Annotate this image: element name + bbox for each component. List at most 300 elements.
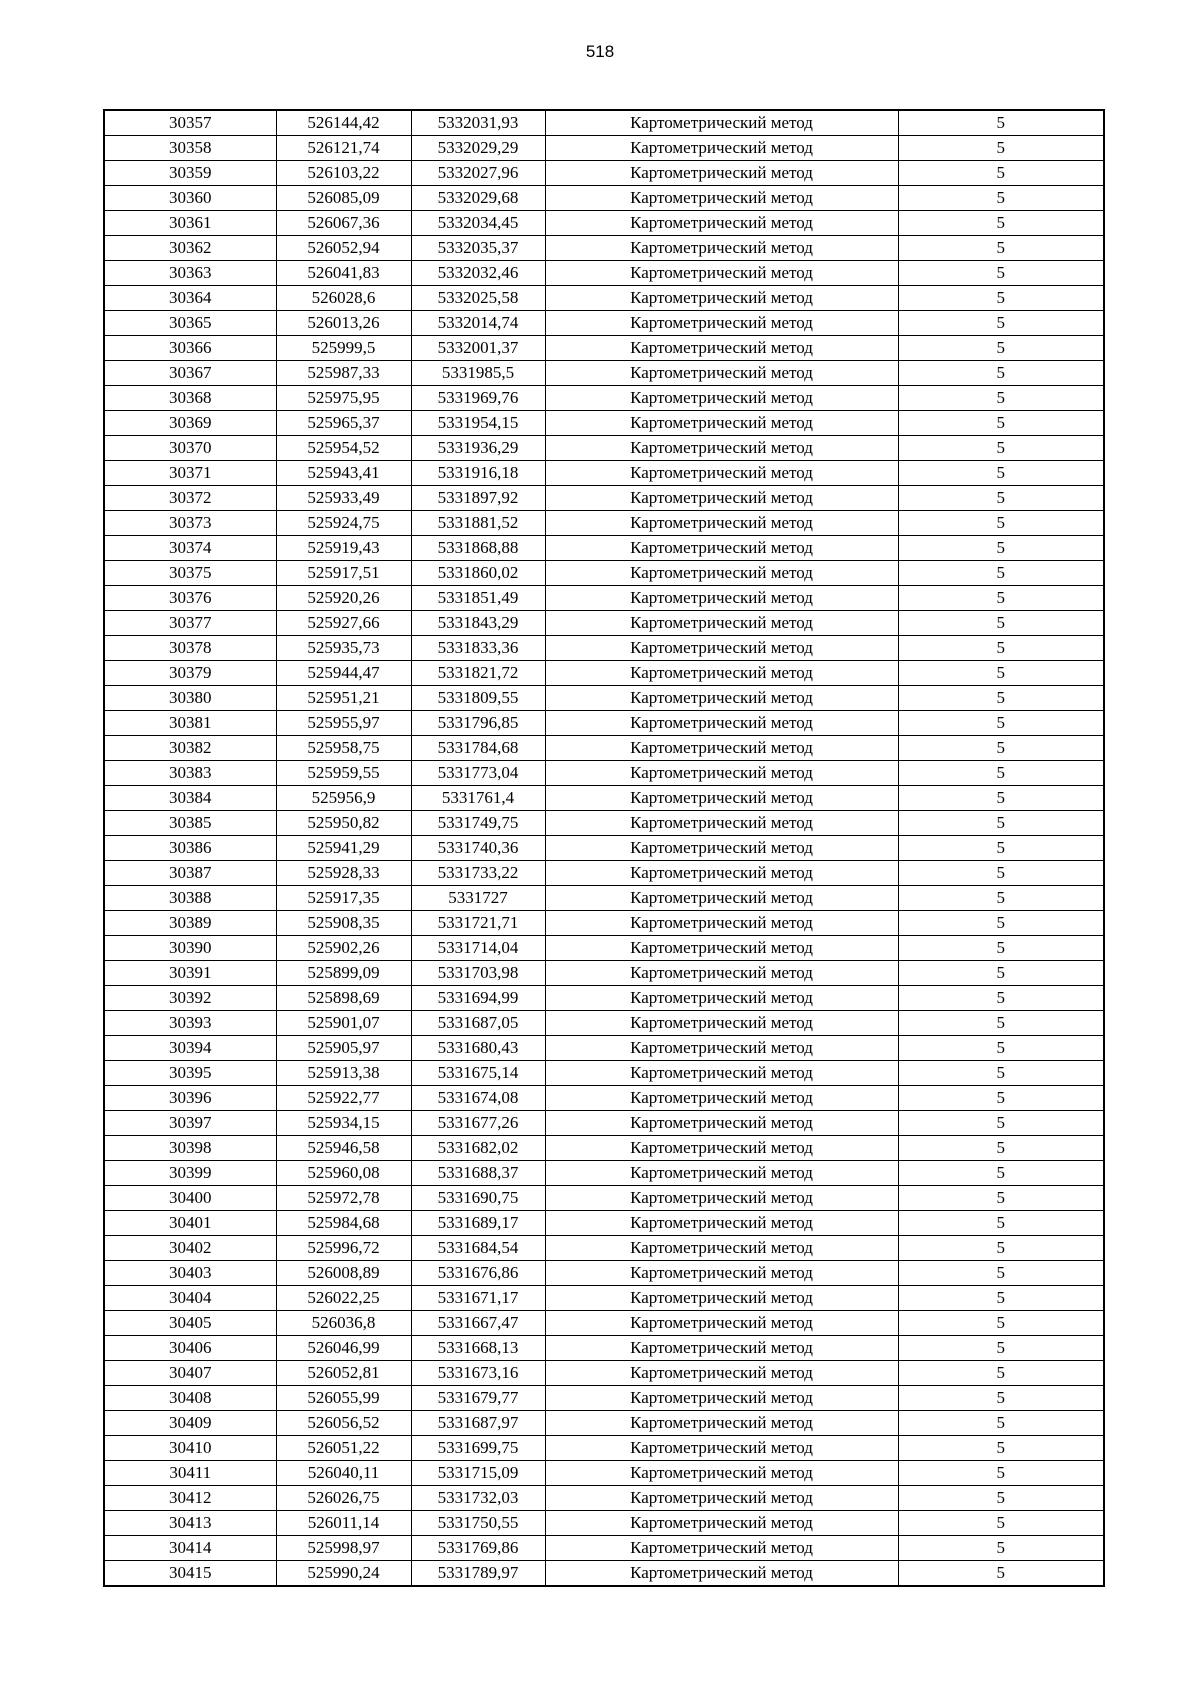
method-cell: Картометрический метод <box>545 861 898 886</box>
y-coordinate-cell: 5331954,15 <box>411 411 545 436</box>
point-number-cell: 30373 <box>104 511 276 536</box>
y-coordinate-cell: 5331667,47 <box>411 1311 545 1336</box>
x-coordinate-cell: 525959,55 <box>276 761 411 786</box>
accuracy-cell: 5 <box>898 811 1104 836</box>
point-number-cell: 30401 <box>104 1211 276 1236</box>
accuracy-cell: 5 <box>898 636 1104 661</box>
table-row <box>104 886 1104 911</box>
method-cell: Картометрический метод <box>545 1286 898 1311</box>
y-coordinate-cell: 5331699,75 <box>411 1436 545 1461</box>
x-coordinate-cell: 526144,42 <box>276 110 411 136</box>
method-cell: Картометрический метод <box>545 1211 898 1236</box>
table-row <box>104 986 1104 1011</box>
x-coordinate-cell: 525956,9 <box>276 786 411 811</box>
x-coordinate-cell: 525920,26 <box>276 586 411 611</box>
x-coordinate-cell: 526041,83 <box>276 261 411 286</box>
accuracy-cell: 5 <box>898 1311 1104 1336</box>
accuracy-cell: 5 <box>898 1436 1104 1461</box>
table-row <box>104 211 1104 236</box>
x-coordinate-cell: 526051,22 <box>276 1436 411 1461</box>
method-cell: Картометрический метод <box>545 586 898 611</box>
y-coordinate-cell: 5331687,97 <box>411 1411 545 1436</box>
y-coordinate-cell: 5331796,85 <box>411 711 545 736</box>
table-row <box>104 1186 1104 1211</box>
method-cell: Картометрический метод <box>545 836 898 861</box>
y-coordinate-cell: 5331897,92 <box>411 486 545 511</box>
accuracy-cell: 5 <box>898 261 1104 286</box>
y-coordinate-cell: 5331851,49 <box>411 586 545 611</box>
method-cell: Картометрический метод <box>545 1361 898 1386</box>
accuracy-cell: 5 <box>898 1386 1104 1411</box>
y-coordinate-cell: 5331668,13 <box>411 1336 545 1361</box>
x-coordinate-cell: 525917,35 <box>276 886 411 911</box>
table-row <box>104 1386 1104 1411</box>
method-cell: Картометрический метод <box>545 411 898 436</box>
y-coordinate-cell: 5331682,02 <box>411 1136 545 1161</box>
table-row <box>104 511 1104 536</box>
method-cell: Картометрический метод <box>545 611 898 636</box>
y-coordinate-cell: 5331689,17 <box>411 1211 545 1236</box>
table-row <box>104 161 1104 186</box>
x-coordinate-cell: 525960,08 <box>276 1161 411 1186</box>
table-row <box>104 136 1104 161</box>
coordinates-table-body <box>104 110 1104 1586</box>
point-number-cell: 30360 <box>104 186 276 211</box>
x-coordinate-cell: 525987,33 <box>276 361 411 386</box>
point-number-cell: 30403 <box>104 1261 276 1286</box>
table-row <box>104 286 1104 311</box>
point-number-cell: 30358 <box>104 136 276 161</box>
method-cell: Картометрический метод <box>545 336 898 361</box>
point-number-cell: 30405 <box>104 1311 276 1336</box>
table-row <box>104 961 1104 986</box>
accuracy-cell: 5 <box>898 286 1104 311</box>
method-cell: Картометрический метод <box>545 936 898 961</box>
accuracy-cell: 5 <box>898 186 1104 211</box>
point-number-cell: 30372 <box>104 486 276 511</box>
method-cell: Картометрический метод <box>545 736 898 761</box>
accuracy-cell: 5 <box>898 736 1104 761</box>
x-coordinate-cell: 526008,89 <box>276 1261 411 1286</box>
x-coordinate-cell: 526052,94 <box>276 236 411 261</box>
accuracy-cell: 5 <box>898 661 1104 686</box>
accuracy-cell: 5 <box>898 161 1104 186</box>
x-coordinate-cell: 526067,36 <box>276 211 411 236</box>
method-cell: Картометрический метод <box>545 636 898 661</box>
page-number: 518 <box>585 42 615 61</box>
y-coordinate-cell: 5331761,4 <box>411 786 545 811</box>
table-row <box>104 761 1104 786</box>
accuracy-cell: 5 <box>898 1461 1104 1486</box>
table-row <box>104 1411 1104 1436</box>
method-cell: Картометрический метод <box>545 761 898 786</box>
y-coordinate-cell: 5331789,97 <box>411 1561 545 1587</box>
y-coordinate-cell: 5331684,54 <box>411 1236 545 1261</box>
table-row <box>104 1561 1104 1587</box>
y-coordinate-cell: 5331687,05 <box>411 1011 545 1036</box>
table-row <box>104 1461 1104 1486</box>
table-row <box>104 561 1104 586</box>
x-coordinate-cell: 525943,41 <box>276 461 411 486</box>
point-number-cell: 30371 <box>104 461 276 486</box>
method-cell: Картометрический метод <box>545 811 898 836</box>
method-cell: Картометрический метод <box>545 436 898 461</box>
x-coordinate-cell: 525924,75 <box>276 511 411 536</box>
method-cell: Картометрический метод <box>545 311 898 336</box>
point-number-cell: 30390 <box>104 936 276 961</box>
point-number-cell: 30397 <box>104 1111 276 1136</box>
method-cell: Картометрический метод <box>545 1511 898 1536</box>
point-number-cell: 30384 <box>104 786 276 811</box>
point-number-cell: 30383 <box>104 761 276 786</box>
method-cell: Картометрический метод <box>545 1161 898 1186</box>
accuracy-cell: 5 <box>898 1361 1104 1386</box>
x-coordinate-cell: 526022,25 <box>276 1286 411 1311</box>
accuracy-cell: 5 <box>898 1036 1104 1061</box>
point-number-cell: 30411 <box>104 1461 276 1486</box>
x-coordinate-cell: 526040,11 <box>276 1461 411 1486</box>
y-coordinate-cell: 5331740,36 <box>411 836 545 861</box>
table-row <box>104 1536 1104 1561</box>
accuracy-cell: 5 <box>898 1161 1104 1186</box>
table-row <box>104 311 1104 336</box>
table-row <box>104 736 1104 761</box>
x-coordinate-cell: 525905,97 <box>276 1036 411 1061</box>
method-cell: Картометрический метод <box>545 1261 898 1286</box>
y-coordinate-cell: 5331727 <box>411 886 545 911</box>
method-cell: Картометрический метод <box>545 1436 898 1461</box>
y-coordinate-cell: 5331936,29 <box>411 436 545 461</box>
accuracy-cell: 5 <box>898 511 1104 536</box>
method-cell: Картометрический метод <box>545 110 898 136</box>
table-row <box>104 836 1104 861</box>
x-coordinate-cell: 525944,47 <box>276 661 411 686</box>
y-coordinate-cell: 5331773,04 <box>411 761 545 786</box>
point-number-cell: 30366 <box>104 336 276 361</box>
table-row <box>104 711 1104 736</box>
method-cell: Картометрический метод <box>545 536 898 561</box>
y-coordinate-cell: 5331690,75 <box>411 1186 545 1211</box>
table-row <box>104 611 1104 636</box>
y-coordinate-cell: 5332025,58 <box>411 286 545 311</box>
accuracy-cell: 5 <box>898 686 1104 711</box>
x-coordinate-cell: 525899,09 <box>276 961 411 986</box>
x-coordinate-cell: 526011,14 <box>276 1511 411 1536</box>
table-row <box>104 486 1104 511</box>
x-coordinate-cell: 525958,75 <box>276 736 411 761</box>
method-cell: Картометрический метод <box>545 1536 898 1561</box>
y-coordinate-cell: 5331677,26 <box>411 1111 545 1136</box>
table-row <box>104 1136 1104 1161</box>
point-number-cell: 30369 <box>104 411 276 436</box>
x-coordinate-cell: 525902,26 <box>276 936 411 961</box>
table-row <box>104 1311 1104 1336</box>
x-coordinate-cell: 525972,78 <box>276 1186 411 1211</box>
point-number-cell: 30385 <box>104 811 276 836</box>
table-row <box>104 786 1104 811</box>
point-number-cell: 30359 <box>104 161 276 186</box>
x-coordinate-cell: 525990,24 <box>276 1561 411 1587</box>
table-row <box>104 1211 1104 1236</box>
x-coordinate-cell: 525951,21 <box>276 686 411 711</box>
accuracy-cell: 5 <box>898 361 1104 386</box>
x-coordinate-cell: 525901,07 <box>276 1011 411 1036</box>
method-cell: Картометрический метод <box>545 211 898 236</box>
method-cell: Картометрический метод <box>545 186 898 211</box>
method-cell: Картометрический метод <box>545 161 898 186</box>
method-cell: Картометрический метод <box>545 1461 898 1486</box>
point-number-cell: 30388 <box>104 886 276 911</box>
accuracy-cell: 5 <box>898 386 1104 411</box>
point-number-cell: 30370 <box>104 436 276 461</box>
y-coordinate-cell: 5331733,22 <box>411 861 545 886</box>
method-cell: Картометрический метод <box>545 461 898 486</box>
x-coordinate-cell: 526121,74 <box>276 136 411 161</box>
y-coordinate-cell: 5332001,37 <box>411 336 545 361</box>
x-coordinate-cell: 525908,35 <box>276 911 411 936</box>
table-row <box>104 936 1104 961</box>
accuracy-cell: 5 <box>898 611 1104 636</box>
table-row <box>104 1236 1104 1261</box>
x-coordinate-cell: 525954,52 <box>276 436 411 461</box>
accuracy-cell: 5 <box>898 486 1104 511</box>
y-coordinate-cell: 5331868,88 <box>411 536 545 561</box>
y-coordinate-cell: 5331680,43 <box>411 1036 545 1061</box>
accuracy-cell: 5 <box>898 411 1104 436</box>
point-number-cell: 30363 <box>104 261 276 286</box>
point-number-cell: 30382 <box>104 736 276 761</box>
y-coordinate-cell: 5331721,71 <box>411 911 545 936</box>
accuracy-cell: 5 <box>898 561 1104 586</box>
method-cell: Картометрический метод <box>545 1111 898 1136</box>
point-number-cell: 30386 <box>104 836 276 861</box>
y-coordinate-cell: 5331809,55 <box>411 686 545 711</box>
table-row <box>104 1111 1104 1136</box>
y-coordinate-cell: 5331732,03 <box>411 1486 545 1511</box>
table-row <box>104 411 1104 436</box>
table-row <box>104 1436 1104 1461</box>
point-number-cell: 30413 <box>104 1511 276 1536</box>
x-coordinate-cell: 525928,33 <box>276 861 411 886</box>
y-coordinate-cell: 5331881,52 <box>411 511 545 536</box>
accuracy-cell: 5 <box>898 211 1104 236</box>
point-number-cell: 30396 <box>104 1086 276 1111</box>
x-coordinate-cell: 525998,97 <box>276 1536 411 1561</box>
table-row <box>104 1511 1104 1536</box>
y-coordinate-cell: 5331916,18 <box>411 461 545 486</box>
table-row <box>104 811 1104 836</box>
table-row <box>104 1036 1104 1061</box>
x-coordinate-cell: 525934,15 <box>276 1111 411 1136</box>
point-number-cell: 30400 <box>104 1186 276 1211</box>
point-number-cell: 30367 <box>104 361 276 386</box>
table-row <box>104 436 1104 461</box>
accuracy-cell: 5 <box>898 836 1104 861</box>
point-number-cell: 30364 <box>104 286 276 311</box>
x-coordinate-cell: 526046,99 <box>276 1336 411 1361</box>
y-coordinate-cell: 5332035,37 <box>411 236 545 261</box>
accuracy-cell: 5 <box>898 1336 1104 1361</box>
y-coordinate-cell: 5331769,86 <box>411 1536 545 1561</box>
accuracy-cell: 5 <box>898 1061 1104 1086</box>
table-row <box>104 1336 1104 1361</box>
y-coordinate-cell: 5331676,86 <box>411 1261 545 1286</box>
table-row <box>104 1261 1104 1286</box>
y-coordinate-cell: 5332034,45 <box>411 211 545 236</box>
y-coordinate-cell: 5331671,17 <box>411 1286 545 1311</box>
method-cell: Картометрический метод <box>545 1311 898 1336</box>
method-cell: Картометрический метод <box>545 1386 898 1411</box>
method-cell: Картометрический метод <box>545 686 898 711</box>
table-row <box>104 236 1104 261</box>
x-coordinate-cell: 526055,99 <box>276 1386 411 1411</box>
y-coordinate-cell: 5332029,68 <box>411 186 545 211</box>
x-coordinate-cell: 525933,49 <box>276 486 411 511</box>
x-coordinate-cell: 526056,52 <box>276 1411 411 1436</box>
method-cell: Картометрический метод <box>545 711 898 736</box>
accuracy-cell: 5 <box>898 861 1104 886</box>
accuracy-cell: 5 <box>898 461 1104 486</box>
point-number-cell: 30378 <box>104 636 276 661</box>
accuracy-cell: 5 <box>898 1136 1104 1161</box>
method-cell: Картометрический метод <box>545 1561 898 1587</box>
y-coordinate-cell: 5331688,37 <box>411 1161 545 1186</box>
point-number-cell: 30410 <box>104 1436 276 1461</box>
point-number-cell: 30407 <box>104 1361 276 1386</box>
x-coordinate-cell: 525946,58 <box>276 1136 411 1161</box>
point-number-cell: 30374 <box>104 536 276 561</box>
y-coordinate-cell: 5331833,36 <box>411 636 545 661</box>
point-number-cell: 30361 <box>104 211 276 236</box>
point-number-cell: 30380 <box>104 686 276 711</box>
method-cell: Картометрический метод <box>545 1061 898 1086</box>
point-number-cell: 30381 <box>104 711 276 736</box>
x-coordinate-cell: 526103,22 <box>276 161 411 186</box>
x-coordinate-cell: 525922,77 <box>276 1086 411 1111</box>
point-number-cell: 30415 <box>104 1561 276 1587</box>
accuracy-cell: 5 <box>898 1211 1104 1236</box>
x-coordinate-cell: 525927,66 <box>276 611 411 636</box>
x-coordinate-cell: 525984,68 <box>276 1211 411 1236</box>
y-coordinate-cell: 5331694,99 <box>411 986 545 1011</box>
y-coordinate-cell: 5332031,93 <box>411 110 545 136</box>
method-cell: Картометрический метод <box>545 1136 898 1161</box>
method-cell: Картометрический метод <box>545 1036 898 1061</box>
point-number-cell: 30409 <box>104 1411 276 1436</box>
table-row <box>104 461 1104 486</box>
y-coordinate-cell: 5331985,5 <box>411 361 545 386</box>
point-number-cell: 30365 <box>104 311 276 336</box>
accuracy-cell: 5 <box>898 110 1104 136</box>
point-number-cell: 30406 <box>104 1336 276 1361</box>
y-coordinate-cell: 5332027,96 <box>411 161 545 186</box>
table-row <box>104 686 1104 711</box>
y-coordinate-cell: 5331673,16 <box>411 1361 545 1386</box>
y-coordinate-cell: 5331749,75 <box>411 811 545 836</box>
point-number-cell: 30398 <box>104 1136 276 1161</box>
method-cell: Картометрический метод <box>545 1336 898 1361</box>
accuracy-cell: 5 <box>898 1286 1104 1311</box>
table-row <box>104 1011 1104 1036</box>
y-coordinate-cell: 5331703,98 <box>411 961 545 986</box>
x-coordinate-cell: 526052,81 <box>276 1361 411 1386</box>
x-coordinate-cell: 525955,97 <box>276 711 411 736</box>
y-coordinate-cell: 5331679,77 <box>411 1386 545 1411</box>
x-coordinate-cell: 525975,95 <box>276 386 411 411</box>
method-cell: Картометрический метод <box>545 361 898 386</box>
point-number-cell: 30395 <box>104 1061 276 1086</box>
accuracy-cell: 5 <box>898 236 1104 261</box>
table-row <box>104 861 1104 886</box>
method-cell: Картометрический метод <box>545 986 898 1011</box>
accuracy-cell: 5 <box>898 586 1104 611</box>
method-cell: Картометрический метод <box>545 961 898 986</box>
point-number-cell: 30375 <box>104 561 276 586</box>
y-coordinate-cell: 5331674,08 <box>411 1086 545 1111</box>
point-number-cell: 30387 <box>104 861 276 886</box>
x-coordinate-cell: 525913,38 <box>276 1061 411 1086</box>
method-cell: Картометрический метод <box>545 386 898 411</box>
point-number-cell: 30393 <box>104 1011 276 1036</box>
accuracy-cell: 5 <box>898 1486 1104 1511</box>
point-number-cell: 30392 <box>104 986 276 1011</box>
y-coordinate-cell: 5331969,76 <box>411 386 545 411</box>
y-coordinate-cell: 5331750,55 <box>411 1511 545 1536</box>
table-row <box>104 1086 1104 1111</box>
accuracy-cell: 5 <box>898 136 1104 161</box>
x-coordinate-cell: 525941,29 <box>276 836 411 861</box>
y-coordinate-cell: 5331860,02 <box>411 561 545 586</box>
accuracy-cell: 5 <box>898 961 1104 986</box>
point-number-cell: 30402 <box>104 1236 276 1261</box>
accuracy-cell: 5 <box>898 1086 1104 1111</box>
point-number-cell: 30377 <box>104 611 276 636</box>
method-cell: Картометрический метод <box>545 1086 898 1111</box>
accuracy-cell: 5 <box>898 1261 1104 1286</box>
accuracy-cell: 5 <box>898 536 1104 561</box>
table-row <box>104 1286 1104 1311</box>
accuracy-cell: 5 <box>898 1411 1104 1436</box>
accuracy-cell: 5 <box>898 1236 1104 1261</box>
x-coordinate-cell: 526013,26 <box>276 311 411 336</box>
point-number-cell: 30412 <box>104 1486 276 1511</box>
table-row <box>104 361 1104 386</box>
x-coordinate-cell: 525919,43 <box>276 536 411 561</box>
y-coordinate-cell: 5331821,72 <box>411 661 545 686</box>
table-row <box>104 911 1104 936</box>
point-number-cell: 30391 <box>104 961 276 986</box>
x-coordinate-cell: 525898,69 <box>276 986 411 1011</box>
method-cell: Картометрический метод <box>545 1236 898 1261</box>
method-cell: Картометрический метод <box>545 661 898 686</box>
coordinates-table <box>103 109 1105 1587</box>
table-row <box>104 636 1104 661</box>
table-row <box>104 386 1104 411</box>
y-coordinate-cell: 5331843,29 <box>411 611 545 636</box>
method-cell: Картометрический метод <box>545 911 898 936</box>
method-cell: Картометрический метод <box>545 1186 898 1211</box>
accuracy-cell: 5 <box>898 436 1104 461</box>
table-row <box>104 536 1104 561</box>
method-cell: Картометрический метод <box>545 1011 898 1036</box>
x-coordinate-cell: 525965,37 <box>276 411 411 436</box>
point-number-cell: 30376 <box>104 586 276 611</box>
point-number-cell: 30389 <box>104 911 276 936</box>
x-coordinate-cell: 526085,09 <box>276 186 411 211</box>
y-coordinate-cell: 5331714,04 <box>411 936 545 961</box>
x-coordinate-cell: 525996,72 <box>276 1236 411 1261</box>
point-number-cell: 30379 <box>104 661 276 686</box>
